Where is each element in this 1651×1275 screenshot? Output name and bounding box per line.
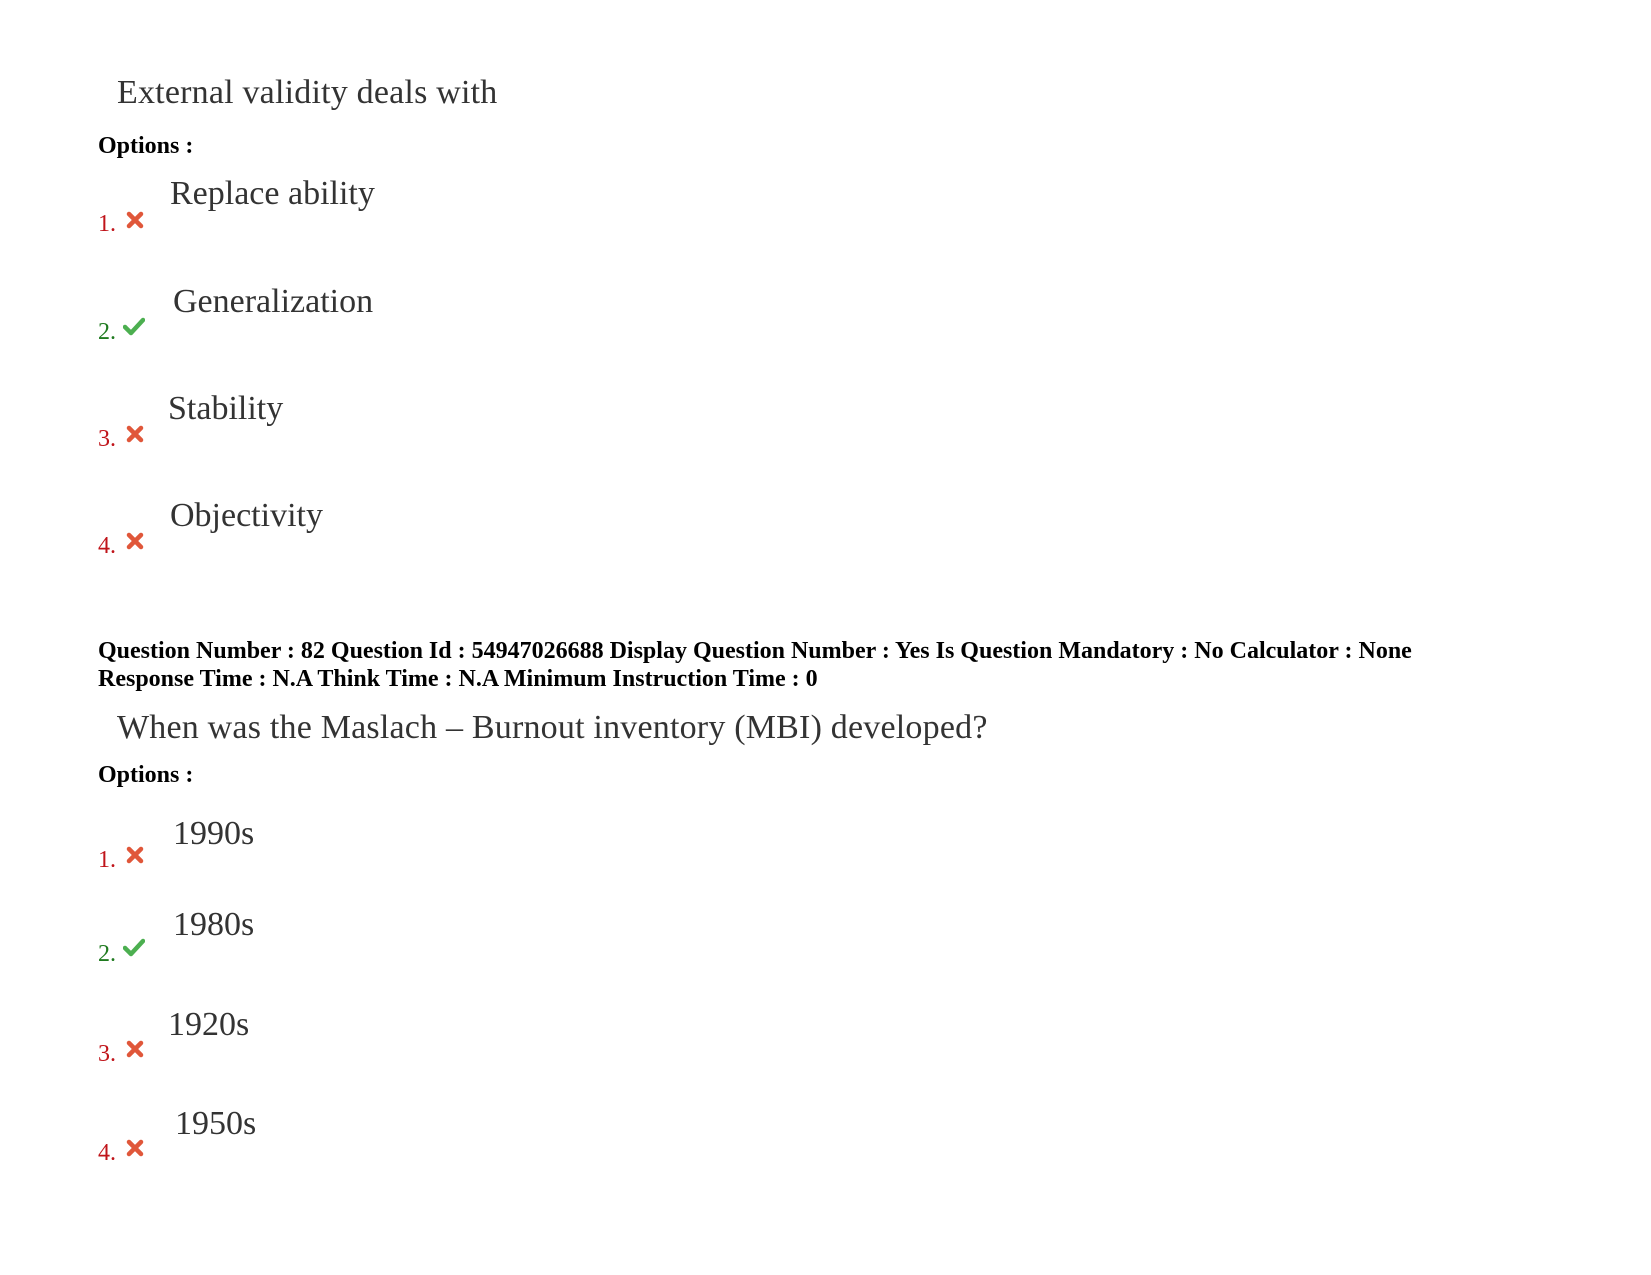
option-text: 1980s: [173, 906, 255, 943]
option-item: [0, 1105, 900, 1175]
option-number: 1.: [98, 211, 116, 237]
option-number: 2.: [98, 941, 116, 967]
option-text: Stability: [168, 390, 284, 427]
cross-icon: [124, 1137, 146, 1159]
cross-icon: [124, 423, 146, 445]
check-icon: [123, 936, 145, 958]
question-meta-line: Question Number : 82 Question Id : 54947026688 Display Question Number : Yes Is Question Mandatory : No Calculator : None: [98, 638, 1412, 664]
option-item: [0, 283, 900, 353]
question-meta-line: Response Time : N.A Think Time : N.A Minimum Instruction Time : 0: [98, 666, 818, 692]
option-number: 2.: [98, 319, 116, 345]
cross-icon: [124, 530, 146, 552]
option-item: [0, 815, 900, 885]
option-number: 4.: [98, 1140, 116, 1166]
cross-icon: [124, 209, 146, 231]
options-label: Options :: [98, 133, 194, 159]
option-text: Objectivity: [170, 497, 323, 534]
question-text: External validity deals with: [117, 74, 498, 111]
option-text: 1990s: [173, 815, 255, 852]
option-number: 4.: [98, 533, 116, 559]
cross-icon: [124, 844, 146, 866]
option-number: 3.: [98, 1041, 116, 1067]
option-text: 1950s: [175, 1105, 257, 1142]
option-item: [0, 175, 900, 245]
options-label: Options :: [98, 762, 194, 788]
question-meta: [98, 637, 1412, 693]
option-item: [0, 390, 900, 460]
option-number: 1.: [98, 847, 116, 873]
option-item: [0, 497, 900, 567]
option-number: 3.: [98, 426, 116, 452]
option-item: [0, 906, 900, 976]
option-text: 1920s: [168, 1006, 250, 1043]
option-item: [0, 1006, 900, 1076]
option-text: Replace ability: [170, 175, 375, 212]
option-text: Generalization: [173, 283, 374, 320]
cross-icon: [124, 1038, 146, 1060]
check-icon: [123, 315, 145, 337]
question-text: When was the Maslach – Burnout inventory (MBI) developed?: [117, 709, 988, 746]
